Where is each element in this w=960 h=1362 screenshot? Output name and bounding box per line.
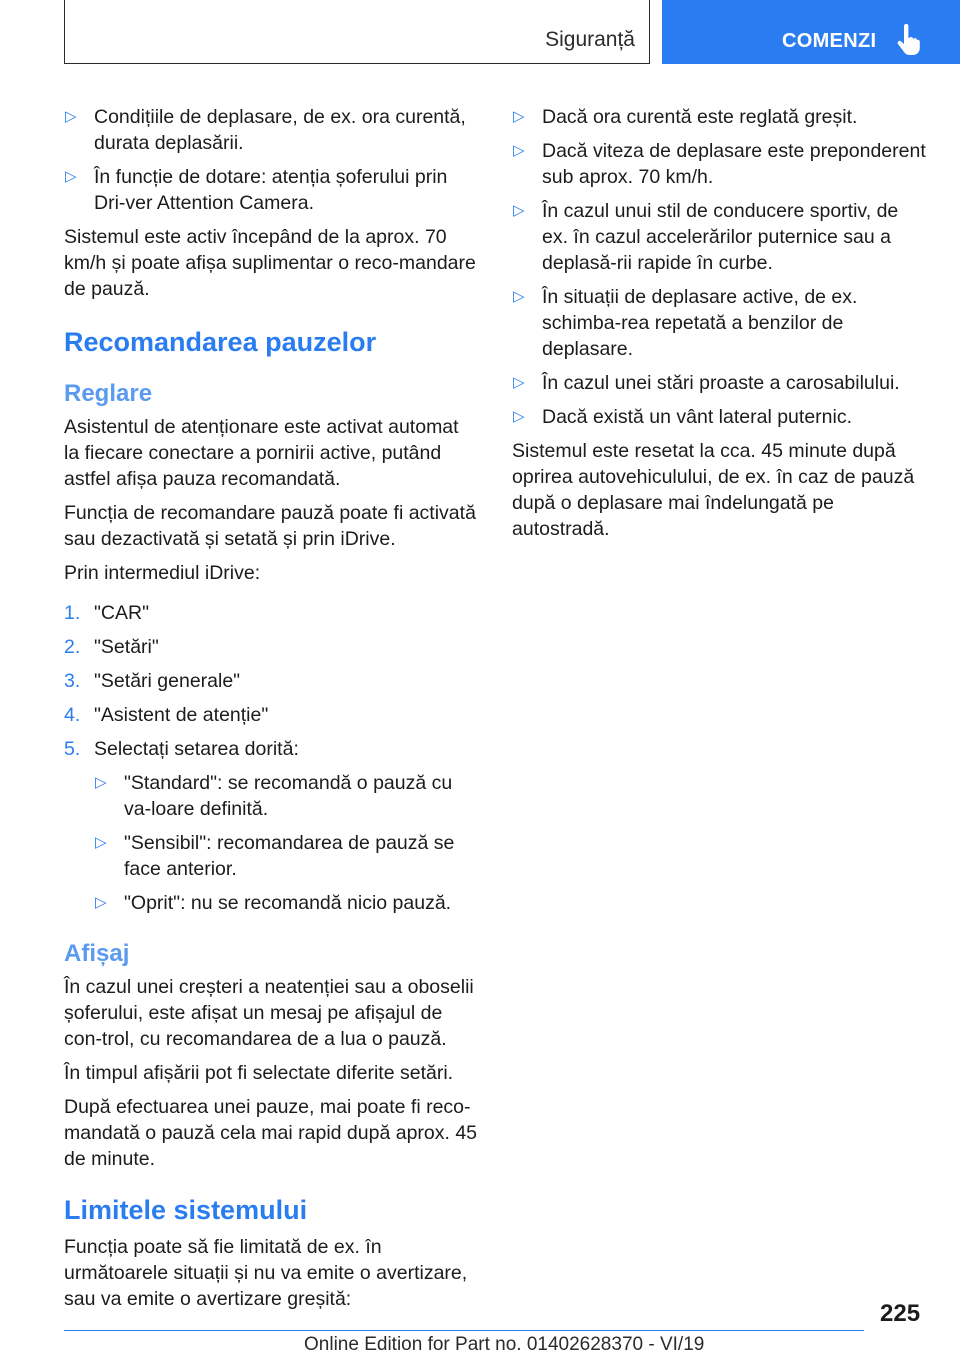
triangle-bullet-icon: ▷ (513, 108, 525, 125)
left-column (64, 104, 478, 1320)
step-number: 4. (64, 704, 81, 726)
pointing-hand-icon (896, 24, 920, 56)
triangle-bullet-icon: ▷ (513, 288, 525, 305)
heading-system-limits: Limitele sistemului (64, 1195, 308, 1225)
triangle-bullet-icon: ▷ (513, 374, 525, 391)
triangle-bullet-icon: ▷ (513, 408, 525, 425)
option-item: ▷ "Standard": se recomandă o pauză cu va-loare definită. (95, 772, 453, 820)
bullet-item: ▷ Dacă viteza de deplasare este preponderent sub aprox. 70 km/h. (513, 140, 926, 188)
step-item: 5. Selectați setarea dorită: (64, 738, 299, 760)
step-number: 5. (64, 738, 81, 760)
step-number: 1. (64, 602, 81, 624)
reset-paragraph: Sistemul este resetat la cca. 45 minute după oprirea autovehiculului, de ex. în caz de pauză după o deplasare mai îndelungată pe autostradă. (512, 440, 915, 540)
triangle-bullet-icon: ▷ (95, 774, 107, 791)
option-item: ▷ "Sensibil": recomandarea de pauză se face anterior. (95, 832, 455, 880)
triangle-bullet-icon: ▷ (65, 168, 77, 185)
step-item: 4. "Asistent de atenție" (64, 704, 269, 726)
bullet-item: ▷ În cazul unui stil de conducere sportiv, de ex. în cazul accelerărilor puternice sau a deplasă-rii rapide în curbe. (513, 200, 899, 274)
setting-paragraph: Funcția de recomandare pauză poate fi activată sau dezactivată și setată și prin iDrive. (64, 502, 476, 550)
step-item: 1. "CAR" (64, 602, 150, 624)
page-number: 225 (880, 1300, 921, 1327)
edition-footer: Online Edition for Part no. 01402628370 - VI/19 (304, 1334, 705, 1355)
triangle-bullet-icon: ▷ (95, 834, 107, 851)
chapter-title: COMENZI (782, 30, 877, 52)
step-item: 2. "Setări" (64, 636, 159, 658)
heading-pause-recommendation: Recomandarea pauzelor (64, 327, 377, 357)
display-paragraph: În cazul unei creșteri a neatenției sau a oboselii șoferului, este afișat un mesaj pe afișajul de con-trol, cu recomandarea de a lua o pauză. (64, 976, 474, 1050)
subheading-setting: Reglare (64, 380, 153, 407)
subheading-display: Afișaj (64, 940, 130, 967)
bullet-item: ▷ Condițiile de deplasare, de ex. ora curentă, durata deplasării. (65, 106, 466, 154)
bullet-item: ▷ Dacă există un vânt lateral puternic. (513, 406, 853, 428)
bullet-item: ▷ În funcție de dotare: atenția șoferului prin Dri-ver Attention Camera. (65, 166, 448, 214)
display-paragraph: În timpul afișării pot fi selectate diferite setări. (64, 1062, 454, 1084)
limits-paragraph: Funcția poate să fie limitată de ex. în următoarele situații și nu va emite o avertizare, sau va emite o avertizare greșită: (64, 1236, 468, 1310)
bullet-item: ▷ Dacă ora curentă este reglată greșit. (513, 106, 858, 128)
step-number: 3. (64, 670, 81, 692)
step-number: 2. (64, 636, 81, 658)
triangle-bullet-icon: ▷ (513, 142, 525, 159)
display-paragraph: După efectuarea unei pauze, mai poate fi reco-mandată o pauză cela mai rapid după aprox. 45 de minute. (64, 1096, 478, 1170)
setting-paragraph: Prin intermediul iDrive: (64, 562, 261, 584)
bullet-item: ▷ În situații de deplasare active, de ex. schimba-rea repetată a benzilor de deplasare. (513, 286, 858, 360)
header-section-tab (64, 0, 650, 64)
section-title: Siguranță (545, 28, 635, 51)
setting-paragraph: Asistentul de atenționare este activat automat la fiecare conectare a pornirii active, putând astfel afișa pauza recomandată. (64, 416, 459, 490)
step-item: 3. "Setări generale" (64, 670, 241, 692)
triangle-bullet-icon: ▷ (65, 108, 77, 125)
bullet-item: ▷ În cazul unei stări proaste a carosabilului. (513, 372, 900, 394)
intro-paragraph: Sistemul este activ începând de la aprox. 70 km/h și poate afișa suplimentar o reco-mandare de pauză. (64, 226, 476, 300)
right-column (512, 104, 926, 550)
footer-divider (64, 1330, 864, 1331)
triangle-bullet-icon: ▷ (95, 894, 107, 911)
triangle-bullet-icon: ▷ (513, 202, 525, 219)
option-item: ▷ "Oprit": nu se recomandă nicio pauză. (95, 892, 452, 914)
chapter-tab[interactable] (662, 0, 960, 64)
